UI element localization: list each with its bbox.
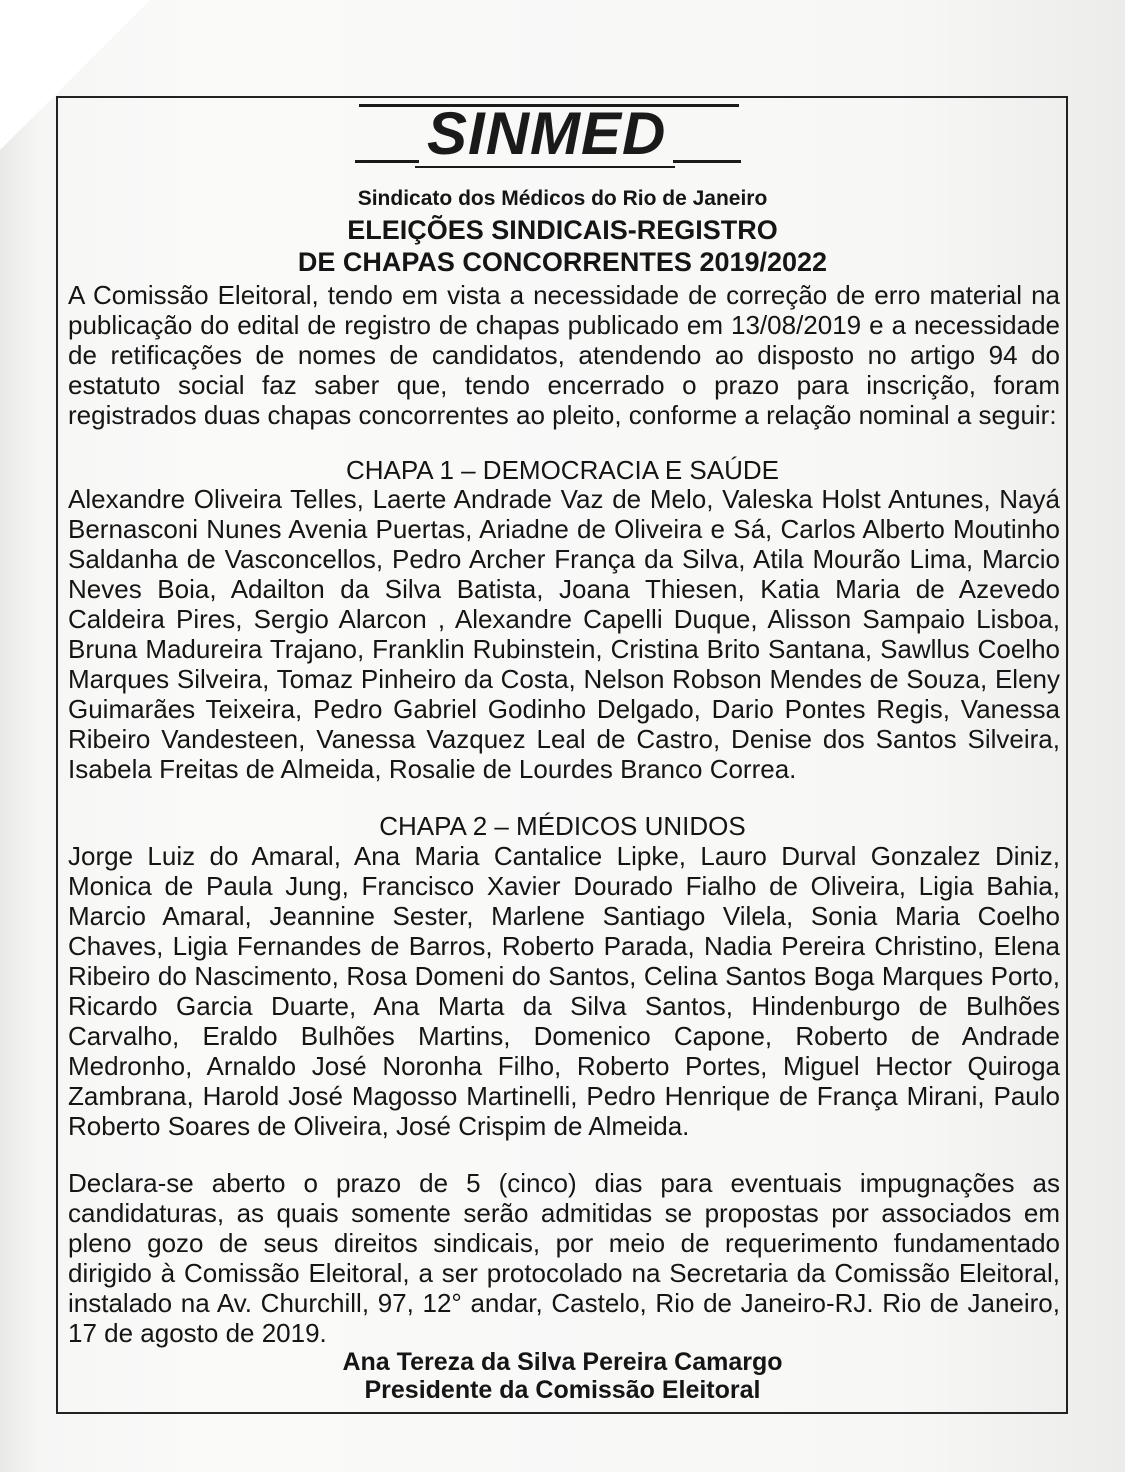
sinmed-logo: [355, 100, 745, 172]
logo-text: SINMED: [427, 100, 667, 167]
signatory-name: Ana Tereza da Silva Pereira Camargo: [342, 1348, 783, 1376]
intro-paragraph: A Comissão Eleitoral, tendo em vista a necessidade de correção de erro material na publicação do edital de registro de chapas publicado em 13/08/2019 e a necessidade de retificações de nomes de candidatos, atendendo ao disposto no artigo 94 do estatuto social faz saber que, tendo encerrado o prazo para inscrição, foram registrados duas chapas concorrentes ao pleito, conforme a relação nominal a seguir:: [68, 280, 1060, 430]
signatory-role: Presidente da Comissão Eleitoral: [364, 1376, 761, 1404]
chapa1-title: CHAPA 1 – DEMOCRACIA E SAÚDE: [346, 455, 779, 485]
closing-paragraph: Declara-se aberto o prazo de 5 (cinco) dias para eventuais impugnações as candidaturas, as quais somente serão admitidas se propostas por associados em pleno gozo de seus direitos sindicais, por meio de requerimento fundamentado dirigido à Comissão Eleitoral, a ser protocolado na Secretaria da Comissão Eleitoral, instalado na Av. Churchill, 97, 12° andar, Castelo, Rio de Janeiro-RJ. Rio de Janeiro, 17 de agosto de 2019.: [68, 1168, 1060, 1348]
chapa2-members: Jorge Luiz do Amaral, Ana Maria Cantalice Lipke, Lauro Durval Gonzalez Diniz, Monica de Paula Jung, Francisco Xavier Dourado Fialho de Oliveira, Ligia Bahia, Marcio Amaral, Jeannine Sester, Marlene Santiago Vilela, Sonia Maria Coelho Chaves, Ligia Fernandes de Barros, Roberto Parada, Nadia Pereira Christino, Elena Ribeiro do Nascimento, Rosa Domeni do Santos, Celina Santos Boga Marques Porto, Ricardo Garcia Duarte, Ana Marta da Silva Santos, Hindenburgo de Bulhões Carvalho, Eraldo Bulhões Martins, Domenico Capone, Roberto de Andrade Medronho, Arnaldo José Noronha Filho, Roberto Portes, Miguel Hector Quiroga Zambrana, Harold José Magosso Martinelli, Pedro Henrique de França Mirani, Paulo Roberto Soares de Oliveira, José Crispim de Almeida.: [68, 841, 1060, 1141]
notice-title-line2: DE CHAPAS CONCORRENTES 2019/2022: [297, 247, 828, 277]
notice-title-line1: ELEIÇÕES SINDICAIS-REGISTRO: [347, 215, 778, 245]
chapa2-title: CHAPA 2 – MÉDICOS UNIDOS: [379, 811, 746, 841]
chapa1-members: Alexandre Oliveira Telles, Laerte Andrade Vaz de Melo, Valeska Holst Antunes, Nayá Bernasconi Nunes Avenia Puertas, Ariadne de Oliveira e Sá, Carlos Alberto Moutinho Saldanha de Vasconcellos, Pedro Archer França da Silva, Atila Mourão Lima, Marcio Neves Boia, Adailton da Silva Batista, Joana Thiesen, Katia Maria de Azevedo Caldeira Pires, Sergio Alarcon , Alexandre Capelli Duque, Alisson Sampaio Lisboa, Bruna Madureira Trajano, Franklin Rubinstein, Cristina Brito Santana, Sawllus Coelho Marques Silveira, Tomaz Pinheiro da Costa, Nelson Robson Mendes de Souza, Eleny Guimarães Teixeira, Pedro Gabriel Godinho Delgado, Dario Pontes Regis, Vanessa Ribeiro Vandesteen, Vanessa Vazquez Leal de Castro, Denise dos Santos Silveira, Isabela Freitas de Almeida, Rosalie de Lourdes Branco Correa.: [68, 484, 1060, 784]
organization-name: Sindicato dos Médicos do Rio de Janeiro: [357, 187, 768, 210]
